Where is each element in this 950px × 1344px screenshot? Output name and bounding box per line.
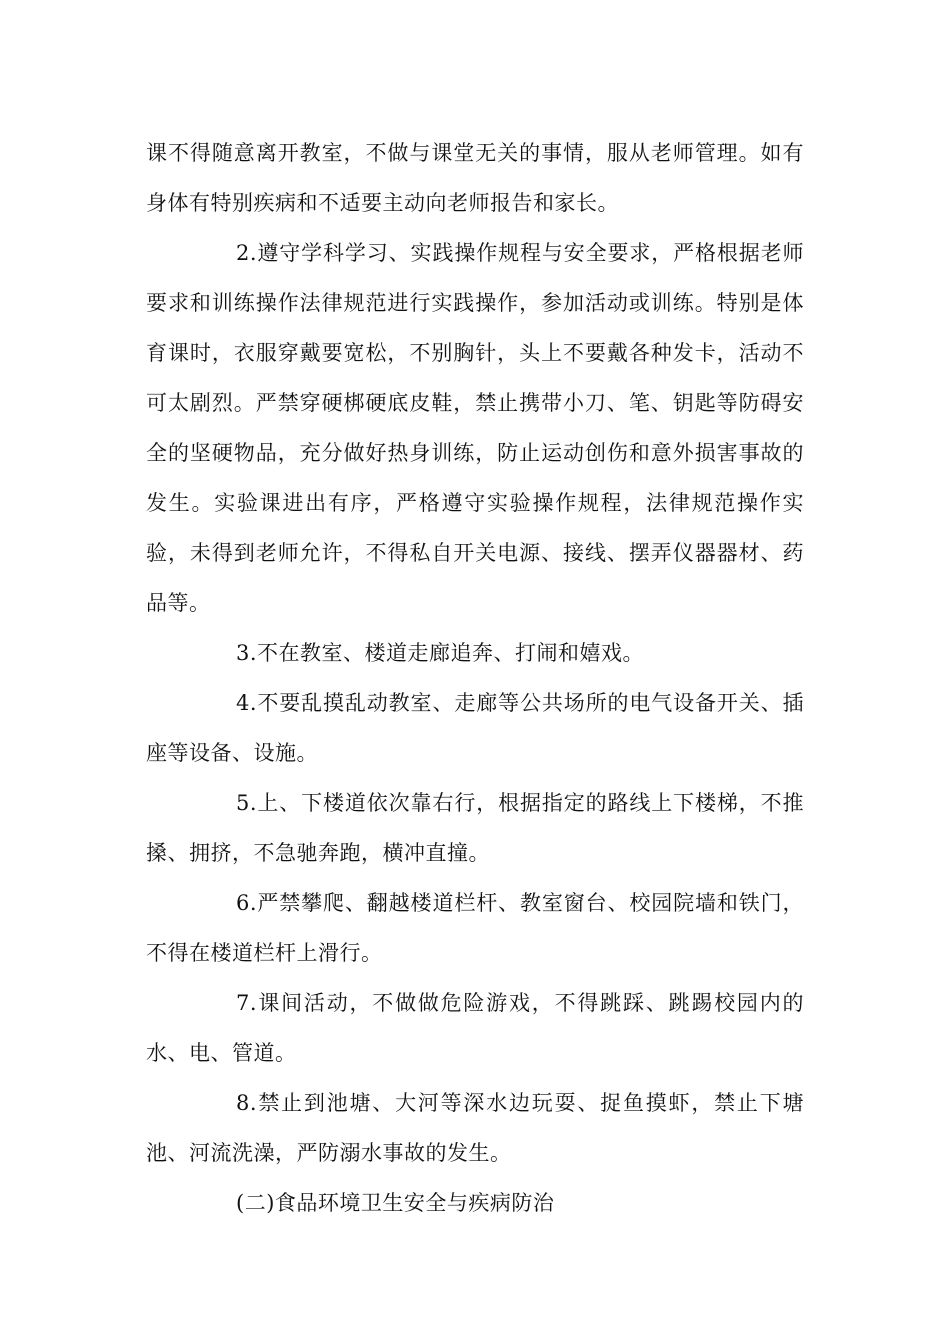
paragraph-item-2: 2.遵守学科学习、实践操作规程与安全要求，严格根据老师要求和训练操作法律规范进行实践操作，参加活动或训练。特别是体育课时，衣服穿戴要宽松，不别胸针，头上不要戴各种发卡，活动不可太剧烈。严禁穿硬梆硬底皮鞋，禁止携带小刀、笔、钥匙等防碍安全的坚硬物品，充分做好热身训练，防止运动创伤和意外损害事故的发生。实验课进出有序，严格遵守实验操作规程，法律规范操作实验，未得到老师允许，不得私自开关电源、接线、摆弄仪器器材、药品等。 [146, 241, 804, 615]
paragraph-item-4: 4.不要乱摸乱动教室、走廊等公共场所的电气设备开关、插座等设备、设施。 [146, 691, 804, 765]
paragraph-item-5: 5.上、下楼道依次靠右行，根据指定的路线上下楼梯，不推搡、拥挤，不急驰奔跑，横冲直撞。 [146, 791, 804, 865]
paragraph-item-8: 8.禁止到池塘、大河等深水边玩耍、捉鱼摸虾，禁止下塘池、河流洗澡，严防溺水事故的发生。 [146, 1091, 804, 1165]
section-heading: (二)食品环境卫生安全与疾病防治 [236, 1191, 555, 1215]
paragraph-item-3: 3.不在教室、楼道走廊追奔、打闹和嬉戏。 [236, 641, 645, 665]
paragraph-continuation: 课不得随意离开教室，不做与课堂无关的事情，服从老师管理。如有身体有特别疾病和不适要主动向老师报告和家长。 [146, 141, 804, 215]
paragraph-item-7: 7.课间活动，不做做危险游戏，不得跳踩、跳踢校园内的水、电、管道。 [146, 991, 804, 1065]
paragraph-item-6: 6.严禁攀爬、翻越楼道栏杆、教室窗台、校园院墙和铁门，不得在楼道栏杆上滑行。 [146, 891, 804, 965]
